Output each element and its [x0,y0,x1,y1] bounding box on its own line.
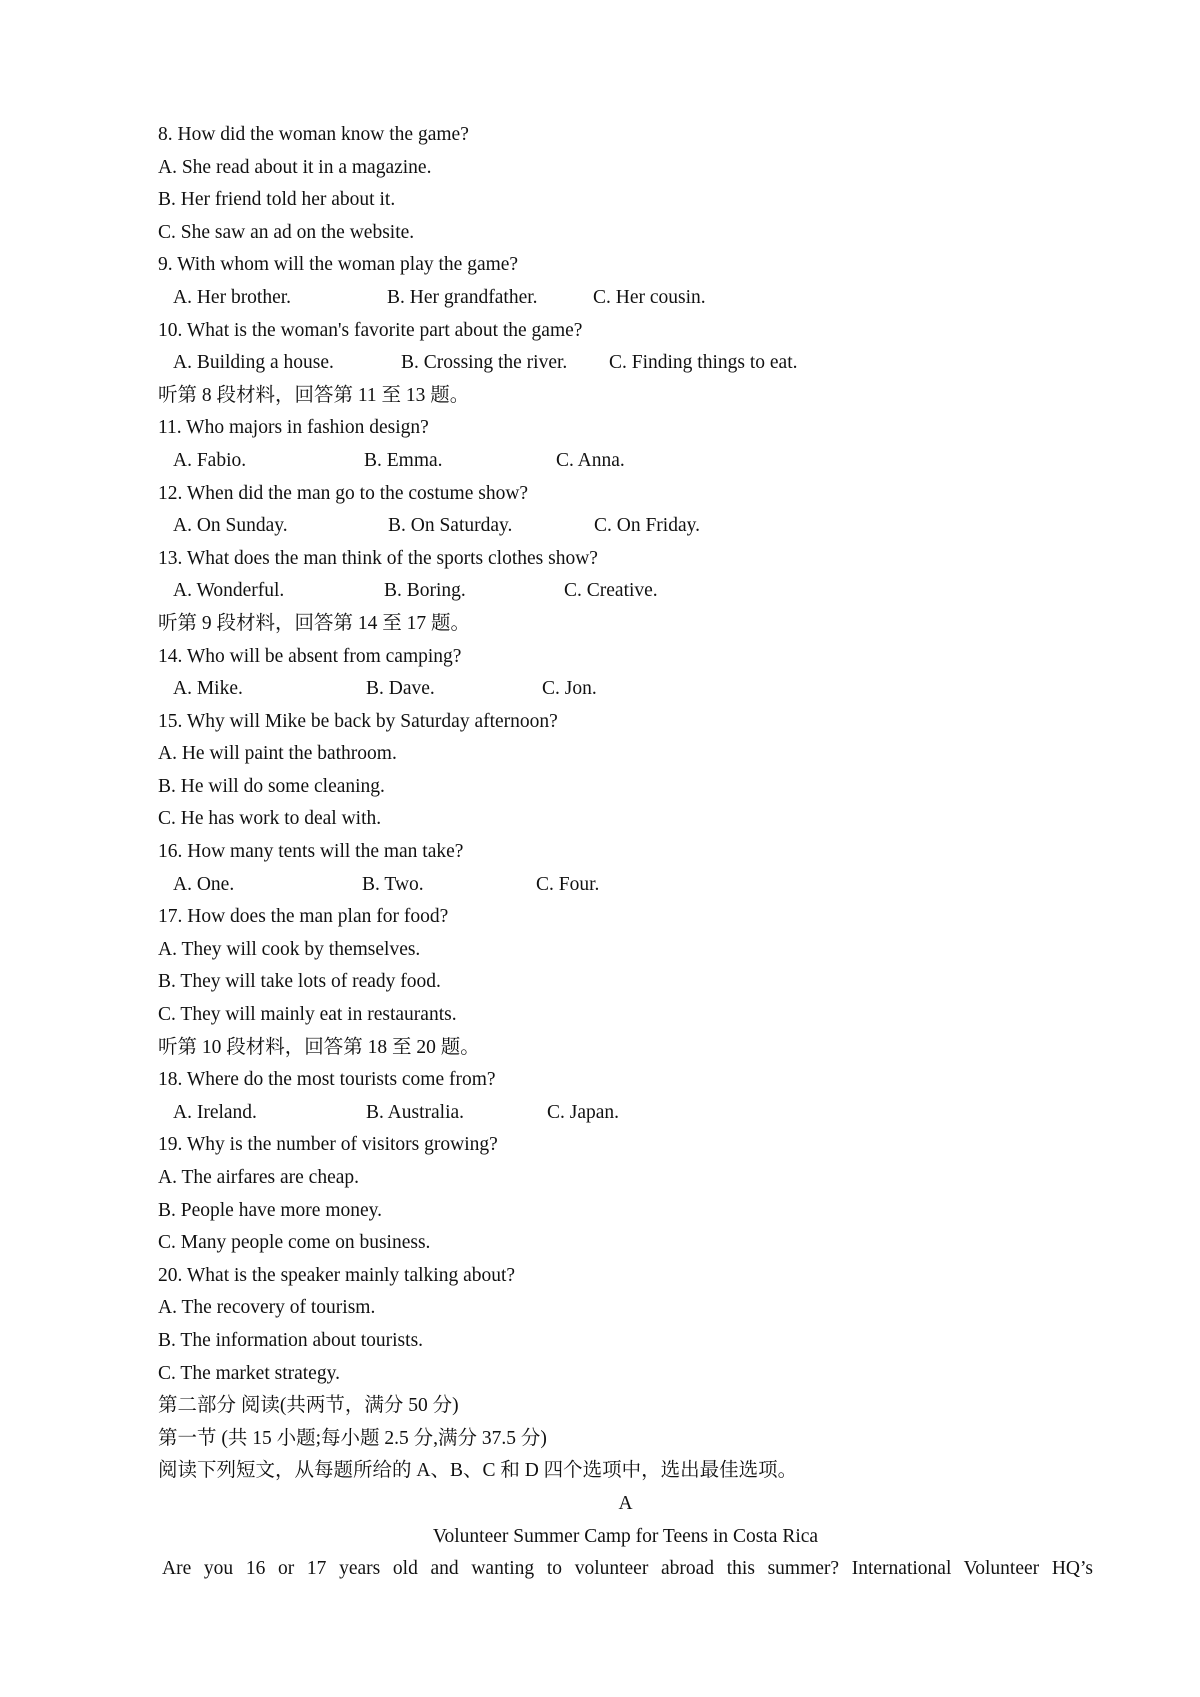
text-line: B. Her friend told her about it. [158,189,396,211]
text-line: 20. What is the speaker mainly talking about? [158,1264,516,1286]
text-line: 17. How does the man plan for food? [158,906,449,928]
passage-text: Are you 16 or 17 years old and wanting to volunteer abroad this summer? International Volunteer HQ’s [162,1558,1093,1580]
answer-option: A. One. [173,873,235,895]
text-line: A. He will paint the bathroom. [158,743,397,765]
text-line: 12. When did the man go to the costume show? [158,482,529,504]
text-line: 13. What does the man think of the sports clothes show? [158,547,598,569]
text-line: 听第 8 段材料，回答第 11 至 13 题。 [158,384,470,406]
answer-option: B. Australia. [366,1101,465,1123]
answer-option: B. Boring. [384,580,466,602]
text-line: 18. Where do the most tourists come from? [158,1069,496,1091]
answer-option: A. Wonderful. [173,580,285,602]
text-line: 第一节 (共 15 小题;每小题 2.5 分,满分 37.5 分) [158,1427,547,1449]
text-line: A. They will cook by themselves. [158,938,421,960]
answer-option: C. Creative. [564,580,658,602]
answer-options-row [158,347,1093,380]
answer-option: C. Her cousin. [593,286,706,308]
text-line: 第二部分 阅读(共两节，满分 50 分) [158,1395,459,1417]
text-line: 10. What is the woman's favorite part about the game? [158,319,583,341]
answer-option: B. Dave. [366,678,435,700]
answer-option: B. On Saturday. [388,515,513,537]
answer-option: B. Crossing the river. [401,352,568,374]
text-line: A. She read about it in a magazine. [158,156,432,178]
answer-option: A. Her brother. [173,286,292,308]
text-line: A. The airfares are cheap. [158,1167,360,1188]
answer-option: C. Finding things to eat. [609,352,798,374]
text-line: 8. How did the woman know the game? [158,124,469,145]
answer-option: C. Four. [536,873,600,895]
answer-options-row [158,673,1093,706]
text-line: C. She saw an ad on the website. [158,221,415,243]
text-line: B. People have more money. [158,1199,383,1221]
answer-options-row [158,1097,1093,1130]
text-line: B. The information about tourists. [158,1329,424,1351]
answer-options-row [158,869,1093,902]
text-line: 听第 10 段材料，回答第 18 至 20 题。 [158,1036,480,1058]
answer-option: A. Mike. [173,678,243,700]
answer-option: B. Two. [362,873,424,895]
text-line: 11. Who majors in fashion design? [158,417,429,439]
text-line: B. They will take lots of ready food. [158,971,441,993]
text-line: C. Many people come on business. [158,1232,431,1254]
answer-option: A. Fabio. [173,449,247,471]
answer-option: A. On Sunday. [173,515,288,537]
answer-option: C. Jon. [542,678,597,700]
answer-option: B. Her grandfather. [387,286,538,308]
document-content [158,119,1093,1586]
text-line: B. He will do some cleaning. [158,775,385,797]
text-line: C. He has work to deal with. [158,808,382,830]
text-line: 听第 9 段材料，回答第 14 至 17 题。 [158,612,471,634]
passage-heading: A [618,1492,633,1514]
answer-option: C. Anna. [556,449,625,471]
answer-option: C. On Friday. [594,515,700,537]
answer-option: C. Japan. [547,1101,620,1123]
text-line: A. The recovery of tourism. [158,1297,376,1319]
answer-options-row [158,510,1093,543]
text-line: C. The market strategy. [158,1362,340,1384]
text-line: 16. How many tents will the man take? [158,841,464,863]
answer-option: B. Emma. [364,449,443,471]
text-line: 15. Why will Mike be back by Saturday afternoon? [158,710,558,732]
passage-heading: Volunteer Summer Camp for Teens in Costa Rica [432,1525,819,1547]
answer-option: A. Ireland. [173,1101,257,1123]
text-line: 9. With whom will the woman play the game? [158,254,519,276]
text-line: 阅读下列短文，从每题所给的 A、B、C 和 D 四个选项中，选出最佳选项。 [158,1460,798,1482]
text-line: 19. Why is the number of visitors growing? [158,1134,498,1156]
answer-option: A. Building a house. [173,352,334,374]
answer-options-row [158,282,1093,315]
answer-options-row [158,575,1093,608]
answer-options-row [158,445,1093,478]
text-line: C. They will mainly eat in restaurants. [158,1004,457,1026]
text-line: 14. Who will be absent from camping? [158,645,462,667]
